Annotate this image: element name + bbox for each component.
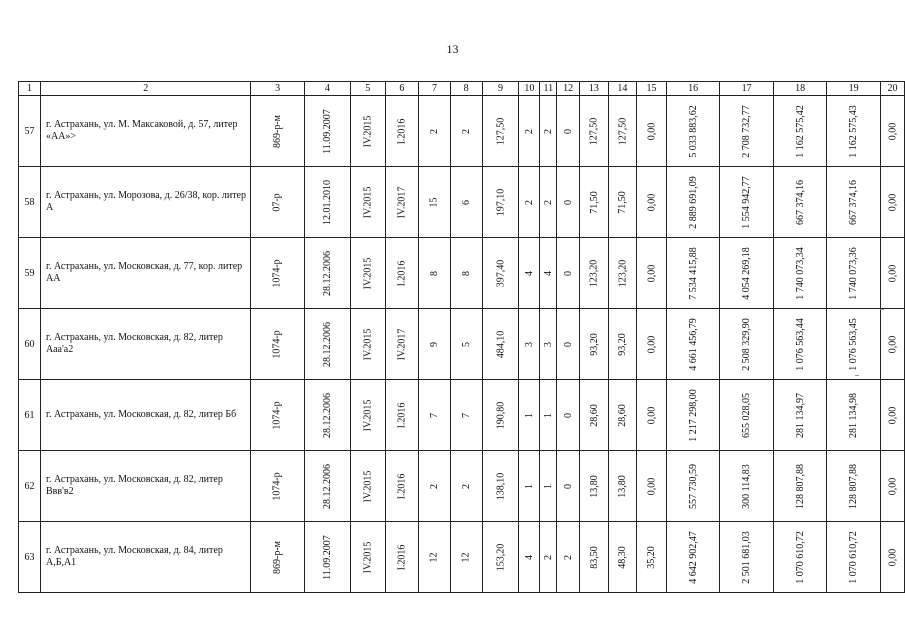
table-cell xyxy=(251,309,304,380)
table-cell xyxy=(720,451,774,522)
cell-value: 869-р-м xyxy=(272,540,284,574)
table-cell xyxy=(557,309,580,380)
cell-value: 4 661 456,79 xyxy=(687,317,699,371)
table-cell xyxy=(608,451,637,522)
cell-value: 197,10 xyxy=(494,188,506,216)
table-cell xyxy=(637,238,667,309)
table-cell xyxy=(419,96,450,167)
cell-value: 0,00 xyxy=(886,122,898,140)
table-cell xyxy=(304,380,350,451)
table-cell xyxy=(637,451,667,522)
table-cell xyxy=(540,238,557,309)
table-cell xyxy=(519,238,540,309)
column-header: 2 xyxy=(40,82,250,96)
table-cell xyxy=(350,96,385,167)
cell-value: 1 xyxy=(542,483,554,489)
table-cell xyxy=(827,167,881,238)
table-cell xyxy=(666,167,720,238)
column-header: 4 xyxy=(304,82,350,96)
table-cell xyxy=(880,167,904,238)
cell-value: IV.2015 xyxy=(362,257,374,289)
table-cell xyxy=(637,522,667,593)
table-cell xyxy=(880,238,904,309)
table-cell xyxy=(350,451,385,522)
cell-value: 4 642 902,47 xyxy=(687,530,699,584)
cell-value: IV.2015 xyxy=(362,541,374,573)
cell-value: 7 534 415,88 xyxy=(687,246,699,300)
cell-value: 1 740 073,34 xyxy=(794,246,806,300)
column-header: 11 xyxy=(540,82,557,96)
table-row xyxy=(19,522,905,593)
table-cell xyxy=(720,522,774,593)
table-row xyxy=(19,380,905,451)
table-cell xyxy=(580,380,609,451)
table-cell xyxy=(519,96,540,167)
table-cell xyxy=(251,522,304,593)
table-cell xyxy=(251,451,304,522)
cell-value: 2 xyxy=(523,199,535,205)
table-cell xyxy=(880,451,904,522)
table-cell xyxy=(580,451,609,522)
column-header: 12 xyxy=(557,82,580,96)
cell-value: 4 xyxy=(542,270,554,276)
cell-value: 2 xyxy=(542,199,554,205)
table-cell xyxy=(385,167,419,238)
cell-value: 2 xyxy=(542,554,554,560)
cell-value: 0 xyxy=(562,341,574,347)
cell-value: IV.2015 xyxy=(362,115,374,147)
cell-value: 2 501 681,03 xyxy=(741,530,753,584)
table-cell xyxy=(827,451,881,522)
table-cell xyxy=(304,96,350,167)
table-cell xyxy=(540,451,557,522)
cell-value: 667 374,16 xyxy=(848,179,860,225)
table-cell xyxy=(385,522,419,593)
cell-value: 1 070 610,72 xyxy=(794,530,806,584)
table-cell xyxy=(608,238,637,309)
address-cell: г. Астрахань, ул. Московская, д. 82, литер Ввв'в2 xyxy=(40,451,250,522)
cell-value: IV.2015 xyxy=(362,328,374,360)
cell-value: 153,20 xyxy=(494,543,506,571)
table-cell xyxy=(637,380,667,451)
cell-value: 0,00 xyxy=(645,335,657,353)
table-cell xyxy=(666,96,720,167)
cell-value: 1 076 563,45 xyxy=(848,317,860,371)
cell-value: 2 508 329,90 xyxy=(741,317,753,371)
cell-value: 0,00 xyxy=(645,193,657,211)
cell-value: 1 162 575,43 xyxy=(848,104,860,158)
cell-value: 13,80 xyxy=(616,474,628,498)
table-cell xyxy=(540,309,557,380)
cell-value: 0 xyxy=(562,128,574,134)
cell-value: 28.12.2006 xyxy=(321,463,333,509)
cell-value: 0,00 xyxy=(886,193,898,211)
column-header: 1 xyxy=(19,82,41,96)
cell-value: 2 xyxy=(428,128,440,134)
table-cell xyxy=(580,309,609,380)
table-cell xyxy=(720,309,774,380)
cell-value: 7 xyxy=(460,412,472,418)
cell-value: 1 554 942,77 xyxy=(741,175,753,229)
cell-value: 123,20 xyxy=(588,259,600,287)
table-cell xyxy=(637,96,667,167)
page-number: 13 xyxy=(446,42,459,56)
table-cell xyxy=(880,96,904,167)
cell-value: 4 xyxy=(523,554,535,560)
cell-value: 12 xyxy=(460,552,472,562)
cell-value: 6 xyxy=(460,199,472,205)
column-header: 19 xyxy=(827,82,881,96)
cell-value: 655 028,05 xyxy=(741,392,753,438)
cell-value: 557 730,59 xyxy=(687,463,699,509)
cell-value: IV.2015 xyxy=(362,399,374,431)
table-cell xyxy=(773,238,827,309)
table-cell xyxy=(450,522,482,593)
table-cell xyxy=(419,451,450,522)
table-cell xyxy=(827,380,881,451)
table-cell xyxy=(482,238,519,309)
cell-value: 3 xyxy=(523,341,535,347)
cell-value: 1074-р xyxy=(272,471,284,501)
column-header: 15 xyxy=(637,82,667,96)
cell-value: 2 708 732,77 xyxy=(741,104,753,158)
cell-value: 2 xyxy=(562,554,574,560)
table-cell: 62 xyxy=(19,451,41,522)
table-row xyxy=(19,238,905,309)
header-row xyxy=(19,82,905,96)
table-cell xyxy=(666,238,720,309)
cell-value: 138,10 xyxy=(494,472,506,500)
cell-value: 0 xyxy=(562,412,574,418)
table-cell xyxy=(608,167,637,238)
cell-value: 13,80 xyxy=(588,474,600,498)
table-cell xyxy=(419,380,450,451)
cell-value: 1 740 073,36 xyxy=(848,246,860,300)
table-cell xyxy=(880,380,904,451)
table-cell xyxy=(720,96,774,167)
cell-value: 1 076 563,44 xyxy=(794,317,806,371)
table-cell xyxy=(482,309,519,380)
table-cell xyxy=(720,380,774,451)
table-cell xyxy=(608,96,637,167)
table-cell xyxy=(608,309,637,380)
table-cell xyxy=(720,167,774,238)
table-cell xyxy=(350,380,385,451)
column-header: 9 xyxy=(482,82,519,96)
cell-value: 4 xyxy=(523,270,535,276)
table-cell xyxy=(304,451,350,522)
table-cell xyxy=(419,238,450,309)
cell-value: 0,00 xyxy=(645,406,657,424)
table-cell xyxy=(251,167,304,238)
table-cell xyxy=(827,96,881,167)
table-cell xyxy=(540,167,557,238)
cell-value: I.2016 xyxy=(396,260,408,286)
table-cell xyxy=(540,380,557,451)
table-cell xyxy=(251,380,304,451)
cell-value: 127,50 xyxy=(588,117,600,145)
cell-value: 2 xyxy=(428,483,440,489)
table-cell xyxy=(350,522,385,593)
cell-value: 123,20 xyxy=(616,259,628,287)
table-cell xyxy=(519,451,540,522)
cell-value: 4 054 269,18 xyxy=(741,246,753,300)
table-cell xyxy=(350,238,385,309)
table-cell xyxy=(580,96,609,167)
cell-value: 0 xyxy=(562,483,574,489)
table-cell xyxy=(304,238,350,309)
cell-value: 281 134,98 xyxy=(848,392,860,438)
cell-value: 8 xyxy=(460,270,472,276)
table-cell: 61 xyxy=(19,380,41,451)
address-cell: г. Астрахань, ул. Московская, д. 82, литер Ааа'а2 xyxy=(40,309,250,380)
table-row xyxy=(19,451,905,522)
table-cell xyxy=(880,309,904,380)
cell-value: I.2016 xyxy=(396,544,408,570)
cell-value: I.2016 xyxy=(396,118,408,144)
table-row xyxy=(19,167,905,238)
cell-value: 11.09.2007 xyxy=(321,534,333,580)
table-cell xyxy=(827,522,881,593)
table-cell xyxy=(540,522,557,593)
scan-artifact xyxy=(855,375,859,376)
cell-value: 15 xyxy=(428,197,440,207)
cell-value: 7 xyxy=(428,412,440,418)
cell-value: 48,30 xyxy=(616,545,628,569)
table-cell xyxy=(637,309,667,380)
cell-value: 28.12.2006 xyxy=(321,321,333,367)
table-cell xyxy=(557,380,580,451)
table-cell xyxy=(580,522,609,593)
cell-value: 28.12.2006 xyxy=(321,392,333,438)
table-cell xyxy=(773,380,827,451)
table-cell xyxy=(251,238,304,309)
table-cell xyxy=(637,167,667,238)
table-cell xyxy=(773,167,827,238)
table-cell xyxy=(482,167,519,238)
cell-value: 1 xyxy=(542,412,554,418)
cell-value: 0,00 xyxy=(886,335,898,353)
table-cell xyxy=(385,309,419,380)
column-header: 8 xyxy=(450,82,482,96)
cell-value: 5 xyxy=(460,341,472,347)
cell-value: 3 xyxy=(542,341,554,347)
table-cell xyxy=(385,96,419,167)
table-cell xyxy=(773,96,827,167)
cell-value: 190,80 xyxy=(494,401,506,429)
table-cell xyxy=(482,522,519,593)
cell-value: 11.09.2007 xyxy=(321,108,333,154)
table-cell xyxy=(450,309,482,380)
cell-value: 07-р xyxy=(272,192,284,212)
table-cell xyxy=(450,167,482,238)
cell-value: 9 xyxy=(428,341,440,347)
table-cell xyxy=(304,522,350,593)
cell-value: 127,50 xyxy=(616,117,628,145)
table-cell xyxy=(580,167,609,238)
cell-value: IV.2017 xyxy=(396,328,408,360)
cell-value: IV.2015 xyxy=(362,470,374,502)
table-cell xyxy=(720,238,774,309)
cell-value: 35,20 xyxy=(645,545,657,569)
cell-value: IV.2015 xyxy=(362,186,374,218)
table-cell xyxy=(450,451,482,522)
cell-value: 128 807,88 xyxy=(848,463,860,509)
cell-value: 484,10 xyxy=(494,330,506,358)
column-header: 20 xyxy=(880,82,904,96)
table-cell xyxy=(608,522,637,593)
address-cell: г. Астрахань, ул. Морозова, д. 26/38, кор. литер А xyxy=(40,167,250,238)
cell-value: 1 xyxy=(523,412,535,418)
table-cell xyxy=(666,522,720,593)
cell-value: 28,60 xyxy=(616,403,628,427)
table-cell xyxy=(385,238,419,309)
cell-value: 0,00 xyxy=(645,477,657,495)
cell-value: 5 033 883,62 xyxy=(687,104,699,158)
address-cell: г. Астрахань, ул. М. Максаковой, д. 57, литер «АА»> xyxy=(40,96,250,167)
column-header: 3 xyxy=(251,82,304,96)
cell-value: 397,40 xyxy=(494,259,506,287)
cell-value: 28,60 xyxy=(588,403,600,427)
table-cell xyxy=(666,380,720,451)
table-cell xyxy=(385,451,419,522)
cell-value: 127,50 xyxy=(494,117,506,145)
column-header: 10 xyxy=(519,82,540,96)
column-header: 5 xyxy=(350,82,385,96)
cell-value: 2 xyxy=(542,128,554,134)
table-cell xyxy=(482,451,519,522)
table-cell xyxy=(773,309,827,380)
column-header: 6 xyxy=(385,82,419,96)
table-cell xyxy=(827,238,881,309)
cell-value: 0 xyxy=(562,199,574,205)
cell-value: I.2016 xyxy=(396,473,408,499)
column-header: 18 xyxy=(773,82,827,96)
cell-value: 0,00 xyxy=(886,548,898,566)
table-cell xyxy=(385,380,419,451)
cell-value: 2 889 691,09 xyxy=(687,175,699,229)
table-cell xyxy=(557,238,580,309)
cell-value: 2 xyxy=(523,128,535,134)
scan-artifact xyxy=(880,309,884,310)
table-cell xyxy=(450,96,482,167)
table-cell xyxy=(557,96,580,167)
table-cell: 63 xyxy=(19,522,41,593)
cell-value: 1074-р xyxy=(272,400,284,430)
table-cell xyxy=(608,380,637,451)
table-cell xyxy=(304,309,350,380)
table-row xyxy=(19,309,905,380)
cell-value: 71,50 xyxy=(588,190,600,214)
column-header: 17 xyxy=(720,82,774,96)
table-cell xyxy=(540,96,557,167)
data-table xyxy=(18,81,905,593)
address-cell: г. Астрахань, ул. Московская, д. 82, литер Бб xyxy=(40,380,250,451)
cell-value: 0 xyxy=(562,270,574,276)
table-cell: 60 xyxy=(19,309,41,380)
table-cell xyxy=(519,380,540,451)
cell-value: 0,00 xyxy=(886,477,898,495)
table-cell xyxy=(580,238,609,309)
cell-value: 1 162 575,42 xyxy=(794,104,806,158)
table-cell xyxy=(519,309,540,380)
cell-value: 281 134,97 xyxy=(794,392,806,438)
table-cell xyxy=(482,380,519,451)
table-cell xyxy=(880,522,904,593)
table-cell xyxy=(773,451,827,522)
cell-value: 2 xyxy=(460,128,472,134)
cell-value: 0,00 xyxy=(645,122,657,140)
table-cell xyxy=(450,238,482,309)
table-cell xyxy=(419,309,450,380)
cell-value: 1074-р xyxy=(272,329,284,359)
cell-value: 869-р-м xyxy=(272,114,284,148)
cell-value: 0,00 xyxy=(886,406,898,424)
cell-value: 12 xyxy=(428,552,440,562)
table-cell xyxy=(773,522,827,593)
table-cell xyxy=(557,522,580,593)
cell-value: 1 xyxy=(523,483,535,489)
table-cell xyxy=(519,522,540,593)
table-cell xyxy=(557,167,580,238)
cell-value: 300 114,83 xyxy=(741,463,753,509)
cell-value: I.2016 xyxy=(396,402,408,428)
column-header: 7 xyxy=(419,82,450,96)
cell-value: 1 217 298,00 xyxy=(687,388,699,442)
cell-value: 2 xyxy=(460,483,472,489)
cell-value: 71,50 xyxy=(616,190,628,214)
table-cell xyxy=(419,522,450,593)
table-cell xyxy=(350,167,385,238)
table-cell xyxy=(450,380,482,451)
table-cell: 57 xyxy=(19,96,41,167)
cell-value: 93,20 xyxy=(588,332,600,356)
table-cell xyxy=(482,96,519,167)
address-cell: г. Астрахань, ул. Московская, д. 84, литер А,Б,А1 xyxy=(40,522,250,593)
table-cell: 58 xyxy=(19,167,41,238)
table-cell xyxy=(666,451,720,522)
cell-value: 0,00 xyxy=(645,264,657,282)
column-header: 14 xyxy=(608,82,637,96)
table-cell xyxy=(557,451,580,522)
column-header: 16 xyxy=(666,82,720,96)
cell-value: 28.12.2006 xyxy=(321,250,333,296)
table-cell: 59 xyxy=(19,238,41,309)
table-cell xyxy=(666,309,720,380)
cell-value: 128 807,88 xyxy=(794,463,806,509)
cell-value: IV.2017 xyxy=(396,186,408,218)
table-row xyxy=(19,96,905,167)
cell-value: 1 070 610,72 xyxy=(848,530,860,584)
cell-value: 1074-р xyxy=(272,258,284,288)
cell-value: 8 xyxy=(428,270,440,276)
table-cell xyxy=(350,309,385,380)
column-header: 13 xyxy=(580,82,609,96)
table-cell xyxy=(519,167,540,238)
cell-value: 12.01.2010 xyxy=(321,179,333,225)
address-cell: г. Астрахань, ул. Московская, д. 77, кор. литер АА xyxy=(40,238,250,309)
table-cell xyxy=(304,167,350,238)
cell-value: 93,20 xyxy=(616,332,628,356)
cell-value: 667 374,16 xyxy=(794,179,806,225)
table-cell xyxy=(419,167,450,238)
cell-value: 83,50 xyxy=(588,545,600,569)
cell-value: 0,00 xyxy=(886,264,898,282)
table-cell xyxy=(251,96,304,167)
table-cell xyxy=(827,309,881,380)
